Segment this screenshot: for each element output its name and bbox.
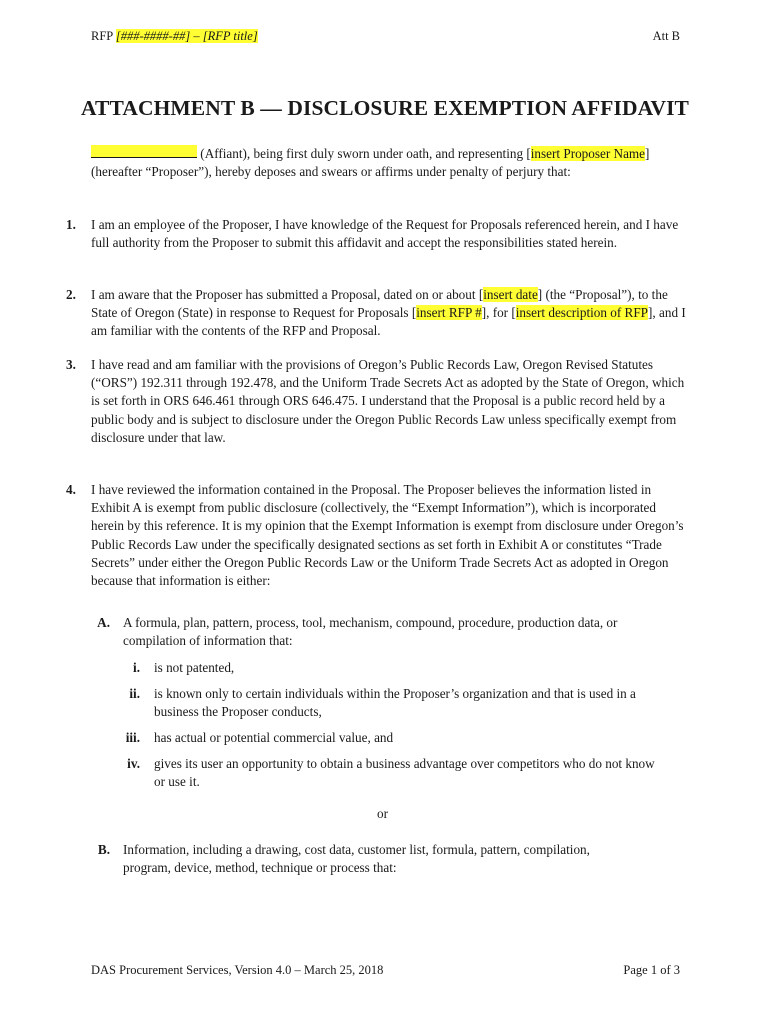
roman-item-text: gives its user an opportunity to obtain a business advantage over competitors who do not know or use it.: [154, 756, 655, 790]
roman-label: iv.: [127, 756, 140, 771]
intro-paragraph: [91, 145, 691, 181]
roman-label: ii.: [129, 686, 140, 701]
intro-text-1: (Affiant), being first duly sworn under oath, and representing [: [197, 146, 531, 161]
item-number: 3.: [66, 357, 76, 372]
item-number: 1.: [66, 217, 76, 232]
intro-text-2: ] (hereafter “Proposer”), hereby deposes and swears or affirms under penalty of perjury that:: [91, 146, 650, 180]
date-placeholder: insert date: [483, 287, 538, 302]
affiant-blank[interactable]: [91, 145, 197, 158]
footer-page-number: Page 1 of 3: [623, 963, 680, 977]
footer-version: DAS Procurement Services, Version 4.0 – March 25, 2018: [91, 963, 384, 977]
header-rfp-number: [###-####-##]: [115, 29, 191, 43]
item-2-part-c: ], for [: [481, 305, 516, 321]
running-header-rfp: [91, 29, 258, 44]
roman-item-text: is not patented,: [154, 660, 235, 675]
or-separator: or: [377, 806, 388, 821]
item-2-part-b: ] (the “Proposal”), to the State of Oregon (State) in response to Request for Proposals [: [91, 287, 668, 321]
rfp-description-placeholder: insert description of RFP: [515, 305, 649, 321]
item-2-part-a: I am aware that the Proposer has submitted a Proposal, dated on or about [: [91, 287, 484, 302]
roman-label: iii.: [125, 730, 140, 745]
roman-item-text: is known only to certain individuals within the Proposer’s organization and that is used in a business the Proposer conducts,: [154, 686, 636, 720]
sub-a-label: A.: [97, 615, 110, 630]
header-rfp-title: [RFP title]: [202, 29, 258, 43]
document-title: ATTACHMENT B — DISCLOSURE EXEMPTION AFFIDAVIT: [81, 96, 689, 120]
sub-b-text: Information, including a drawing, cost data, customer list, formula, pattern, compilation, program, device, method, technique or process that:: [123, 842, 590, 876]
roman-item-text: has actual or potential commercial value, and: [154, 730, 394, 745]
roman-label: i.: [133, 660, 140, 675]
sub-b-label: B.: [97, 842, 110, 857]
item-2-text: [91, 286, 691, 341]
running-header-att: Att B: [652, 29, 680, 43]
rfp-number-placeholder: insert RFP #: [416, 305, 482, 321]
item-3-text: I have read and am familiar with the provisions of Oregon’s Public Records Law, Oregon Revised Statutes (“ORS”) 192.311 through 192.478, and the Uniform Trade Secrets Act as adopted by the State of Oregon, which is set forth in ORS 646.461 through ORS 646.475. I understand that the Proposal is a public record held by a public body and is subject to disclosure under the Oregon Public Records Law unless specifically exempt from disclosure under that law.: [91, 357, 685, 445]
header-rfp-dash: –: [190, 29, 203, 43]
header-rfp-prefix: RFP: [91, 29, 116, 43]
item-4-text: I have reviewed the information contained in the Proposal. The Proposer believes the information listed in Exhibit A is exempt from public disclosure (collectively, the “Exempt Information”), which is incorporated herein by this reference. It is my opinion that the Exempt Information is exempt from disclosure under Oregon’s Public Records Law under the specifically designated sections as set forth in Exhibit A or constitutes “Trade Secrets” under either the Oregon Public Records Law or the Uniform Trade Secrets Act as adopted in Oregon because that information is either:: [91, 482, 684, 589]
proposer-name-placeholder: insert Proposer Name: [530, 146, 646, 161]
sub-a-text: A formula, plan, pattern, process, tool, mechanism, compound, procedure, production data, or compilation of information that:: [123, 615, 618, 649]
item-number: 2.: [66, 287, 76, 302]
item-number: 4.: [66, 482, 76, 497]
item-1-text: I am an employee of the Proposer, I have knowledge of the Request for Proposals referenced herein, and I have full authority from the Proposer to submit this affidavit and accept the responsibilities stated herein.: [91, 217, 679, 251]
item-2-part-d: ], and I am familiar with the contents of the RFP and Proposal.: [91, 305, 686, 339]
